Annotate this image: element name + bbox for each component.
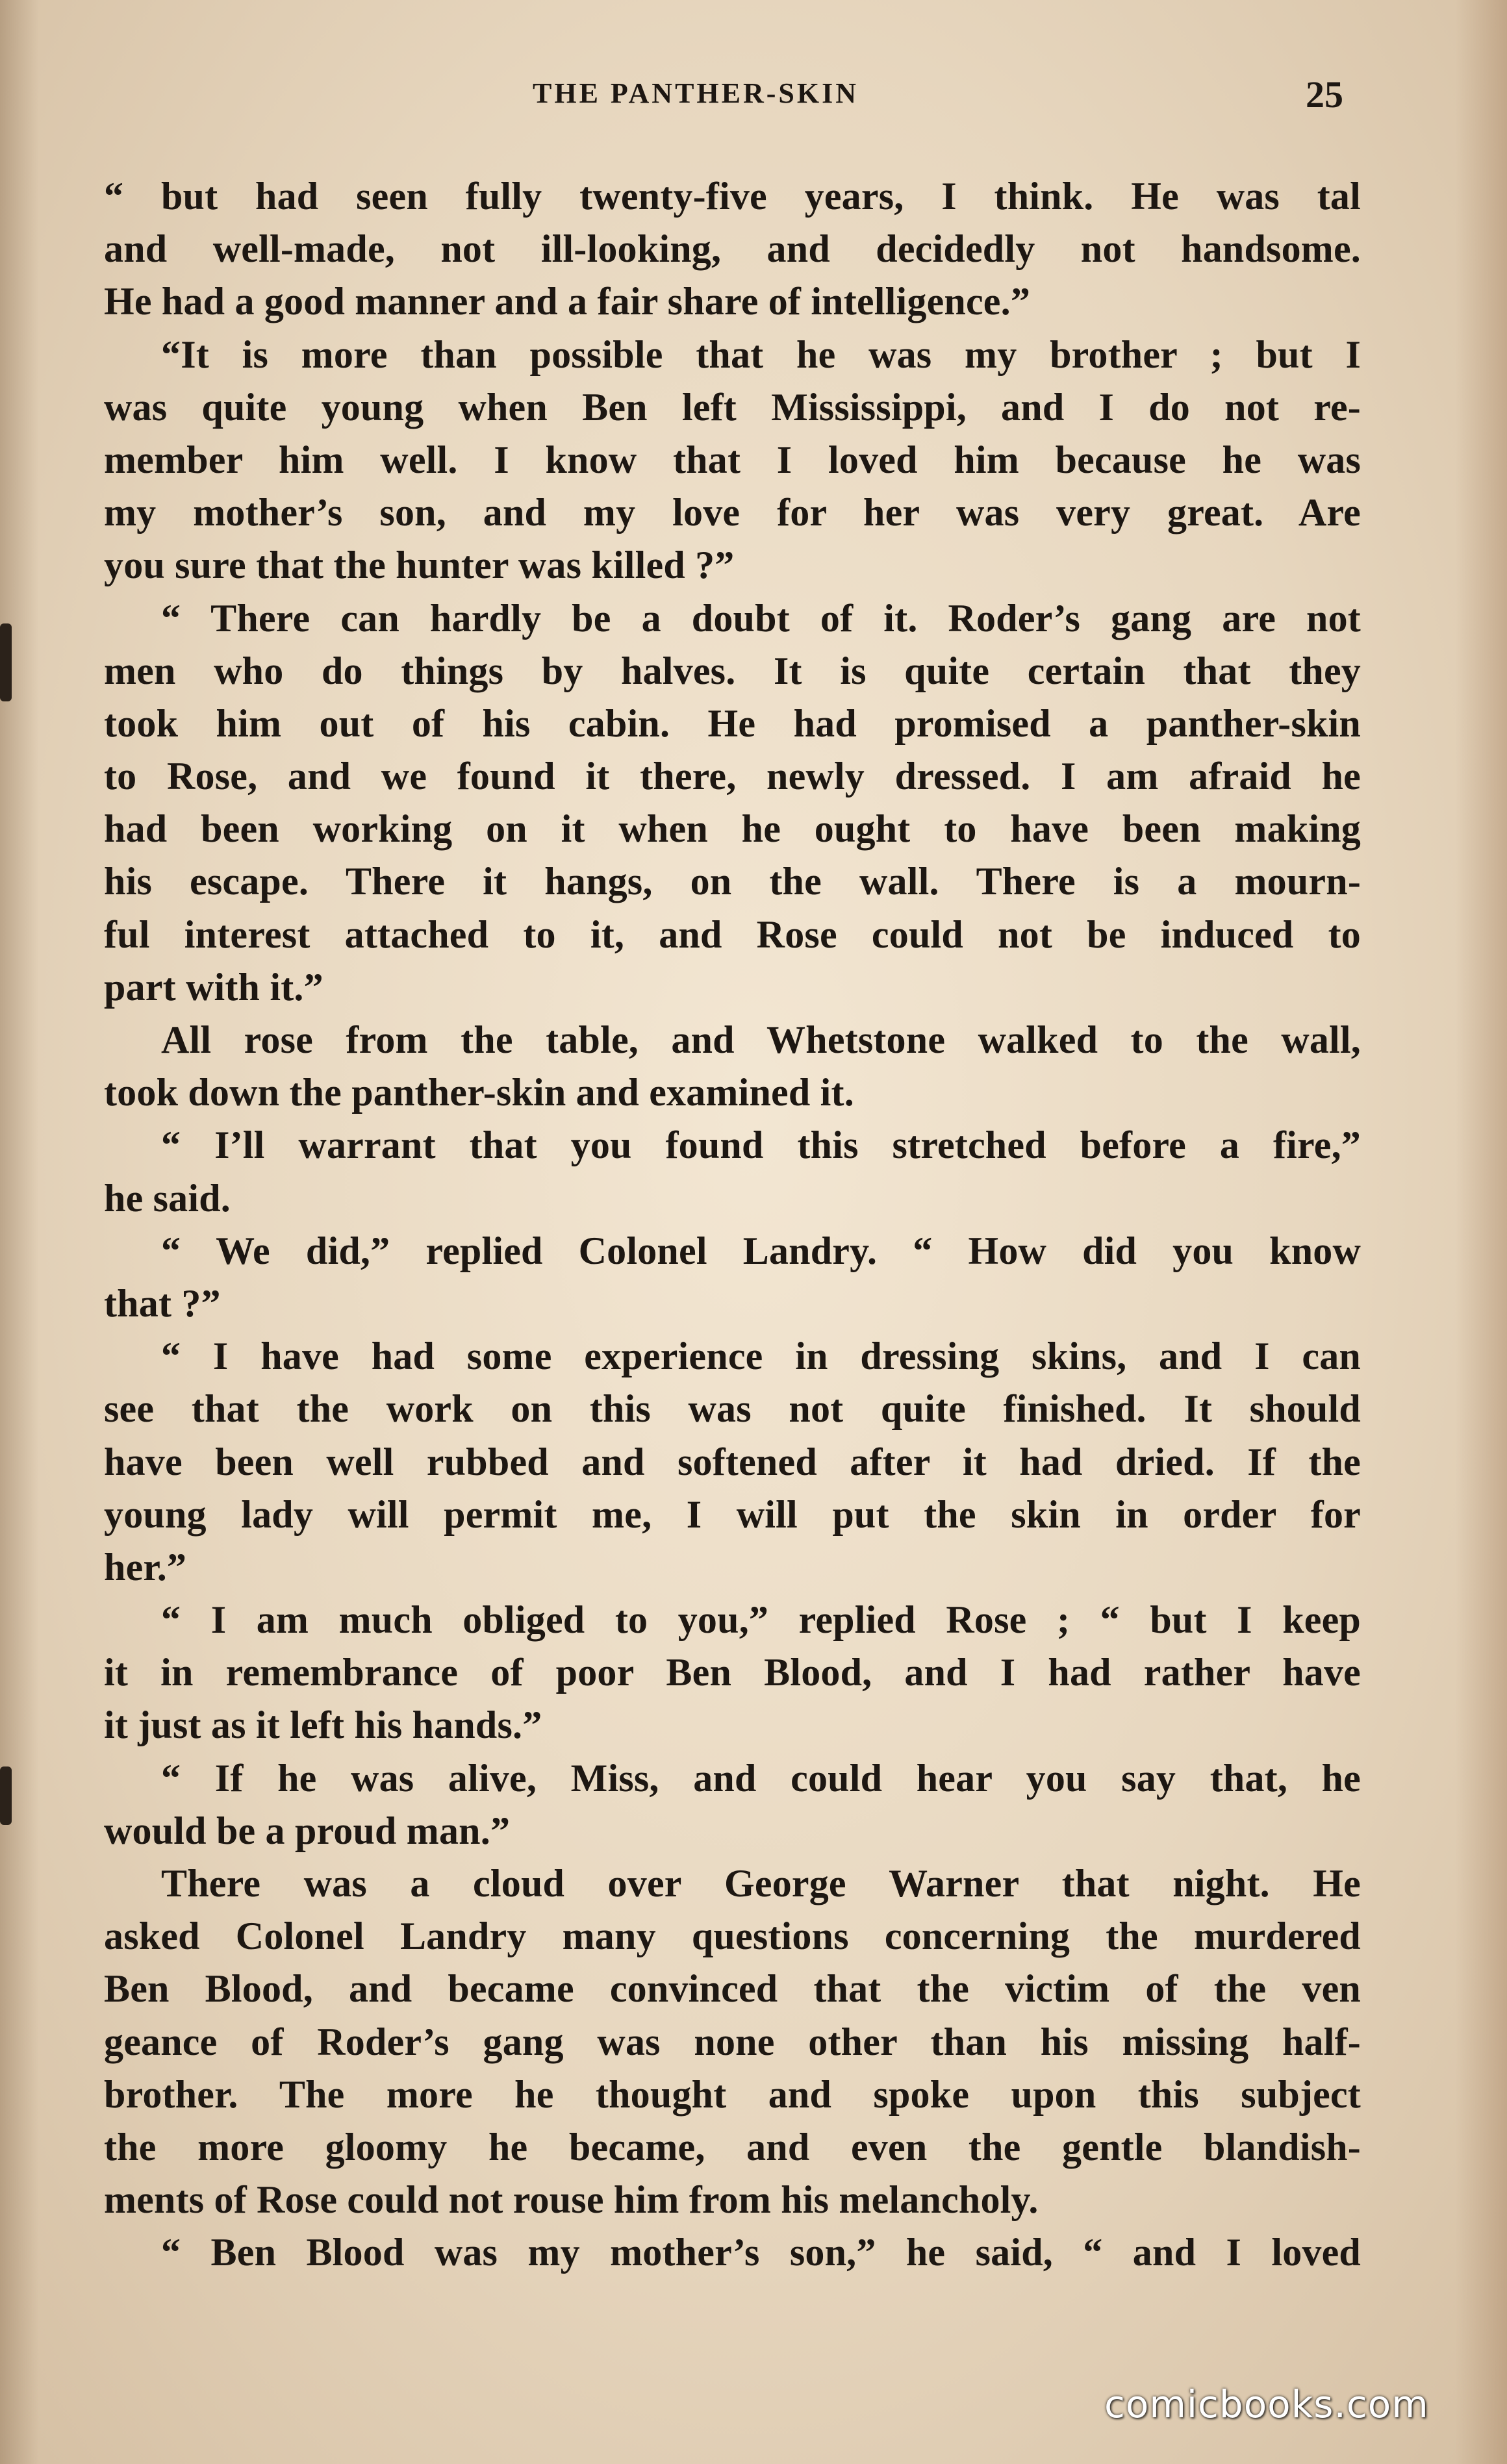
text-line: it in remembrance of poor Ben Blood, and I had rather have (104, 1651, 1361, 1694)
text-line: asked Colonel Landry many questions concerning the murdered (104, 1915, 1361, 1958)
text-line: his escape. There it hangs, on the wall. There is a mourn- (104, 860, 1361, 903)
text-line: “ We did,” replied Colonel Landry. “ How did you know (161, 1229, 1361, 1272)
text-line: you sure that the hunter was killed ?” (104, 544, 735, 587)
text-line: he said. (104, 1176, 231, 1220)
text-line: her.” (104, 1545, 187, 1589)
text-line: was quite young when Ben left Mississippi, and I do not re- (104, 385, 1361, 429)
text-line: All rose from the table, and Whetstone walked to the wall, (161, 1018, 1361, 1061)
body-text (104, 170, 1361, 2280)
text-line: would be a proud man.” (104, 1809, 511, 1852)
running-title: THE PANTHER-SKIN (533, 77, 859, 109)
text-line: member him well. I know that I loved him because he was (104, 438, 1361, 481)
running-head (0, 73, 1507, 122)
text-line: part with it.” (104, 965, 323, 1009)
text-line: and well-made, not ill-looking, and decidedly not handsome. (104, 227, 1361, 271)
text-line: took down the panther-skin and examined it. (104, 1071, 854, 1114)
text-line: men who do things by halves. It is quite certain that they (104, 649, 1361, 692)
text-line: brother. The more he thought and spoke upon this subject (104, 2072, 1361, 2116)
text-line: “ I’ll warrant that you found this stretched before a fire,” (161, 1124, 1361, 1167)
text-line: that ?” (104, 1281, 221, 1325)
text-line: There was a cloud over George Warner that night. He (161, 1862, 1361, 1905)
text-line: took him out of his cabin. He had promised a panther-skin (104, 701, 1361, 745)
text-line: “ There can hardly be a doubt of it. Roder’s gang are not (161, 596, 1361, 640)
text-line: “ If he was alive, Miss, and could hear you say that, he (161, 1756, 1361, 1800)
text-line: my mother’s son, and my love for her was very great. Are (104, 491, 1361, 534)
text-line: “ but had seen fully twenty-five years, I think. He was tal (104, 175, 1361, 218)
text-line: “ Ben Blood was my mother’s son,” he said, “ and I loved (161, 2231, 1361, 2274)
text-line: geance of Roder’s gang was none other than his missing half- (104, 2020, 1361, 2063)
page-number: 25 (1306, 73, 1343, 116)
text-line: “ I am much obliged to you,” replied Rose ; “ but I keep (161, 1598, 1361, 1642)
text-line: it just as it left his hands.” (104, 1703, 542, 1747)
text-line: young lady will permit me, I will put the skin in order for (104, 1492, 1361, 1536)
text-line: the more gloomy he became, and even the gentle blandish- (104, 2125, 1361, 2169)
page-shadow-left (0, 0, 39, 2464)
text-line: He had a good manner and a fair share of intelligence.” (104, 280, 1031, 323)
page-shadow-right (1455, 0, 1507, 2464)
text-line: ful interest attached to it, and Rose could not be induced to (104, 912, 1361, 956)
text-line: “ I have had some experience in dressing skins, and I can (161, 1335, 1361, 1378)
text-line: Ben Blood, and became convinced that the victim of the ven (104, 1967, 1361, 2011)
text-line: see that the work on this was not quite finished. It should (104, 1387, 1361, 1431)
text-line: had been working on it when he ought to have been making (104, 807, 1361, 851)
binding-mark (0, 623, 12, 701)
binding-mark (0, 1766, 12, 1825)
text-line: “It is more than possible that he was my brother ; but I (161, 333, 1361, 376)
text-line: to Rose, and we found it there, newly dressed. I am afraid he (104, 755, 1361, 798)
text-line: have been well rubbed and softened after it had dried. If the (104, 1440, 1361, 1483)
site-watermark: comicbooks.com (1104, 2382, 1429, 2426)
text-line: ments of Rose could not rouse him from his melancholy. (104, 2178, 1039, 2222)
